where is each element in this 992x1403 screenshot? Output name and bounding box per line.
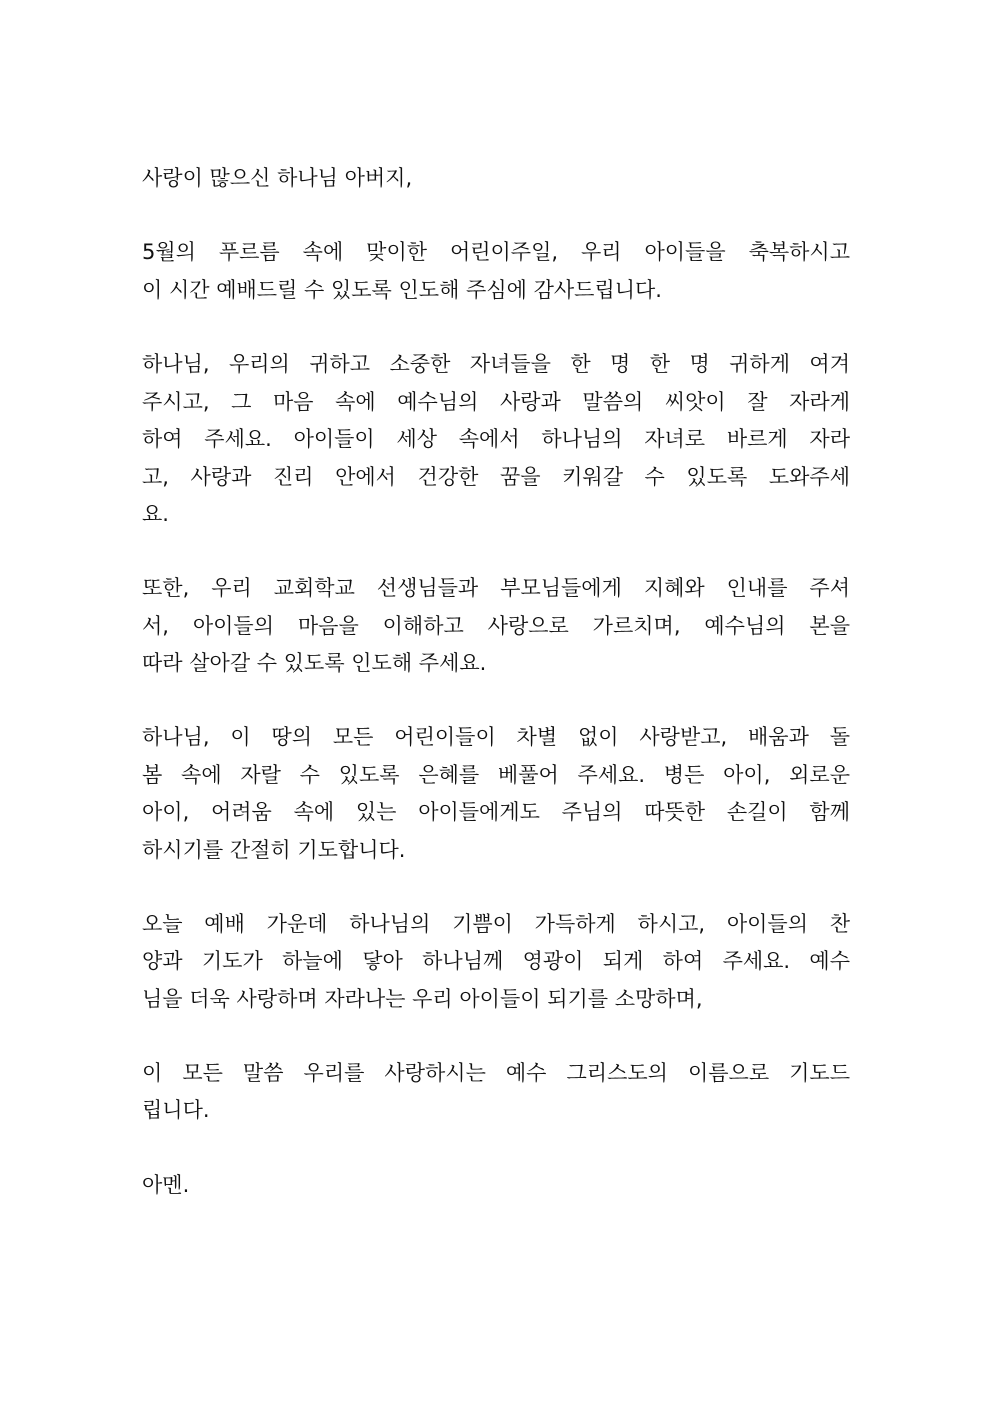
paragraph-6-line-2: 립니다.: [142, 1098, 210, 1122]
paragraph-5-line-1: 오늘 예배 가운데 하나님의 기쁨이 가득하게 하시고, 아이들의 찬: [142, 912, 850, 936]
paragraph-4-line-2: 봄 속에 자랄 수 있도록 은혜를 베풀어 주세요. 병든 아이, 외로운: [142, 763, 850, 787]
paragraph-4-line-3: 아이, 어려움 속에 있는 아이들에게도 주님의 따뜻한 손길이 함께: [142, 800, 850, 824]
paragraph-1-line-1: 5월의 푸르름 속에 맞이한 어린이주일, 우리 아이들을 축복하시고: [142, 240, 850, 264]
paragraph-5-line-2: 양과 기도가 하늘에 닿아 하나님께 영광이 되게 하여 주세요. 예수: [142, 949, 850, 973]
paragraph-2-line-4: 고, 사랑과 진리 안에서 건강한 꿈을 키워갈 수 있도록 도와주세: [142, 465, 850, 489]
paragraph-5-line-3: 님을 더욱 사랑하며 자라나는 우리 아이들이 되기를 소망하며,: [142, 987, 703, 1011]
paragraph-1-line-2: 이 시간 예배드릴 수 있도록 인도해 주심에 감사드립니다.: [142, 278, 662, 302]
paragraph-3-line-3: 따라 살아갈 수 있도록 인도해 주세요.: [142, 651, 487, 675]
closing: 아멘.: [142, 1173, 190, 1197]
paragraph-4-line-4: 하시기를 간절히 기도합니다.: [142, 838, 406, 862]
salutation: 사랑이 많으신 하나님 아버지,: [142, 166, 413, 190]
paragraph-2-line-5: 요.: [142, 502, 169, 526]
paragraph-3-line-2: 서, 아이들의 마음을 이해하고 사랑으로 가르치며, 예수님의 본을: [142, 614, 850, 638]
paragraph-6-line-1: 이 모든 말씀 우리를 사랑하시는 예수 그리스도의 이름으로 기도드: [142, 1061, 850, 1085]
paragraph-4-line-1: 하나님, 이 땅의 모든 어린이들이 차별 없이 사랑받고, 배움과 돌: [142, 725, 850, 749]
paragraph-2-line-3: 하여 주세요. 아이들이 세상 속에서 하나님의 자녀로 바르게 자라: [142, 427, 850, 451]
paragraph-2-line-1: 하나님, 우리의 귀하고 소중한 자녀들을 한 명 한 명 귀하게 여겨: [142, 352, 850, 376]
paragraph-2-line-2: 주시고, 그 마음 속에 예수님의 사랑과 말씀의 씨앗이 잘 자라게: [142, 390, 850, 414]
paragraph-3-line-1: 또한, 우리 교회학교 선생님들과 부모님들에게 지혜와 인내를 주셔: [142, 576, 850, 600]
